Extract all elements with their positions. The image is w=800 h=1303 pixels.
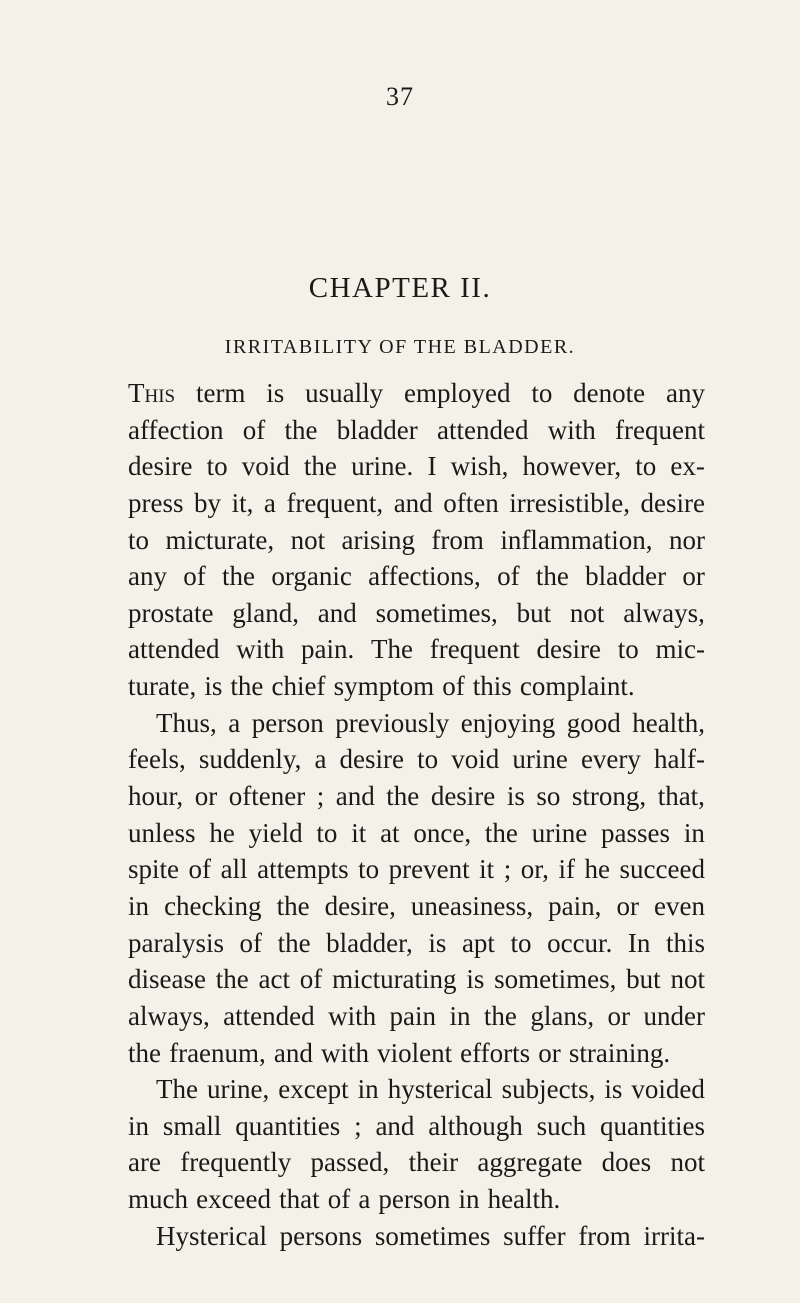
- word: previously: [335, 707, 450, 738]
- word: is: [428, 927, 447, 958]
- text-line: [128, 668, 705, 705]
- word: the: [230, 671, 264, 702]
- word: Hysterical: [156, 1220, 267, 1251]
- word: exceed: [196, 1184, 272, 1215]
- word: urine: [512, 744, 568, 775]
- word: from: [578, 1220, 631, 1251]
- word: uneasiness,: [410, 890, 534, 921]
- word: prostate: [128, 597, 214, 628]
- word: hysterical: [387, 1074, 493, 1105]
- word: although: [428, 1110, 523, 1141]
- word: the: [215, 964, 249, 995]
- word: micturate,: [165, 524, 275, 555]
- text-line: [128, 741, 705, 778]
- word: bladder,: [326, 927, 413, 958]
- word: by: [194, 487, 222, 518]
- word: ;: [503, 854, 512, 885]
- word: to: [128, 524, 150, 555]
- word: to: [206, 451, 228, 482]
- word: checking: [164, 890, 262, 921]
- text-line: [128, 1035, 705, 1072]
- text-line: [128, 595, 705, 632]
- word: the: [483, 1000, 517, 1031]
- word: this: [665, 927, 705, 958]
- word: it,: [231, 487, 254, 518]
- word: in: [128, 890, 150, 921]
- word: complaint.: [519, 671, 635, 702]
- text-line: [128, 1218, 705, 1255]
- word: frequent,: [286, 487, 384, 518]
- word: sometimes: [374, 1220, 491, 1251]
- word: frequent: [615, 414, 705, 445]
- word: term: [195, 378, 246, 408]
- word: it: [351, 817, 367, 848]
- word: feels,: [128, 744, 186, 775]
- word: in: [128, 1110, 150, 1141]
- word: health.: [487, 1184, 561, 1215]
- word: prevent: [388, 854, 470, 885]
- word: in: [683, 817, 705, 848]
- word: to: [316, 817, 338, 848]
- word: subjects,: [501, 1074, 596, 1105]
- word: frequent: [429, 634, 520, 665]
- word: not: [569, 597, 605, 628]
- word: in: [458, 1184, 480, 1215]
- word: micturating: [332, 964, 457, 995]
- word: the: [284, 414, 318, 445]
- text-line: [128, 705, 705, 742]
- word: the: [484, 817, 518, 848]
- word: this: [472, 671, 512, 702]
- word: turate,: [128, 671, 197, 702]
- word: is: [466, 964, 485, 995]
- word: the: [276, 890, 310, 921]
- word: or: [194, 781, 218, 812]
- word: and: [393, 487, 433, 518]
- word: that,: [657, 781, 705, 812]
- text-line: [128, 1108, 705, 1145]
- word: denote: [573, 378, 646, 408]
- word: passed,: [310, 1147, 390, 1178]
- word: desire: [339, 744, 404, 775]
- word: attended: [223, 1000, 315, 1031]
- word: to: [417, 744, 439, 775]
- word: is: [266, 378, 285, 408]
- word: occur.: [547, 927, 613, 958]
- word: person: [251, 707, 324, 738]
- word: disease: [128, 964, 206, 995]
- word: pain.: [301, 634, 355, 665]
- word: quantities: [600, 1110, 705, 1141]
- word: bladder: [336, 414, 418, 445]
- word: bladder: [585, 561, 667, 592]
- word: much: [128, 1184, 188, 1215]
- word: suffer: [503, 1220, 566, 1251]
- word: of: [299, 964, 323, 995]
- word: the: [128, 1037, 161, 1068]
- word: suddenly,: [198, 744, 302, 775]
- text-line: [128, 448, 705, 485]
- word: ;: [316, 781, 325, 812]
- word: act: [258, 964, 291, 995]
- chapter-subtitle: IRRITABILITY OF THE BLADDER.: [224, 336, 576, 358]
- text-line: [128, 851, 705, 888]
- text-line: [128, 485, 705, 522]
- word: The: [371, 634, 414, 665]
- word: it: [479, 854, 495, 885]
- word: straining.: [568, 1037, 671, 1068]
- body-text: [128, 375, 705, 1254]
- word: unless: [128, 817, 196, 848]
- text-line: [128, 375, 705, 412]
- text-line: [128, 631, 705, 668]
- word: to: [531, 378, 553, 408]
- word: or: [538, 1037, 561, 1068]
- word: nor: [668, 524, 705, 555]
- word: of: [188, 854, 212, 885]
- word: any: [128, 561, 167, 592]
- word: not: [670, 964, 705, 995]
- word: urine: [531, 817, 588, 848]
- text-line: [128, 778, 705, 815]
- word: hour,: [128, 781, 184, 812]
- word: attended: [128, 634, 220, 665]
- text-line: [128, 522, 705, 559]
- word: however,: [522, 451, 622, 482]
- word: In: [627, 927, 651, 958]
- word: and: [273, 1037, 313, 1068]
- word: efforts: [460, 1037, 531, 1068]
- word: any: [666, 378, 705, 408]
- word: but: [516, 597, 552, 628]
- text-line: [128, 558, 705, 595]
- word: are: [128, 1147, 161, 1178]
- word: not: [290, 524, 326, 555]
- word: under: [643, 1000, 705, 1031]
- word: wish,: [450, 451, 509, 482]
- text-line: [128, 1071, 705, 1108]
- word: the: [303, 451, 337, 482]
- word: to: [358, 854, 380, 885]
- word: affection: [128, 414, 224, 445]
- word: except: [278, 1074, 349, 1105]
- word: their: [408, 1147, 459, 1178]
- word: so: [536, 781, 561, 812]
- word: of: [497, 561, 520, 592]
- page-number: 37: [386, 82, 414, 111]
- word: such: [536, 1110, 587, 1141]
- word: he: [584, 854, 610, 885]
- word: often: [443, 487, 499, 518]
- word: of: [242, 414, 266, 445]
- word: organic: [271, 561, 352, 592]
- word: irrita-: [643, 1220, 705, 1251]
- word: quantities: [235, 1110, 341, 1141]
- word: with: [547, 414, 596, 445]
- word: from: [431, 524, 484, 555]
- word: a: [358, 1184, 371, 1215]
- word: desire: [640, 487, 705, 518]
- word: mic-: [655, 634, 705, 665]
- word: paralysis: [128, 927, 224, 958]
- word: is: [604, 1074, 623, 1105]
- word: person: [378, 1184, 451, 1215]
- word: This: [128, 378, 176, 408]
- word: inflammation,: [500, 524, 653, 555]
- word: but: [626, 964, 661, 995]
- word: the: [535, 561, 569, 592]
- word: employed: [403, 378, 511, 408]
- word: oftener: [228, 781, 306, 812]
- word: of: [327, 1184, 351, 1215]
- word: sometimes,: [375, 597, 498, 628]
- word: spite: [128, 854, 179, 885]
- word: arising: [341, 524, 415, 555]
- word: strong,: [571, 781, 647, 812]
- word: pain,: [548, 890, 602, 921]
- word: violent: [377, 1037, 453, 1068]
- word: of: [442, 671, 465, 702]
- word: the: [386, 781, 420, 812]
- word: with: [328, 1000, 377, 1031]
- word: good: [566, 707, 621, 738]
- word: symptom: [333, 671, 435, 702]
- word: to: [510, 927, 532, 958]
- word: a: [263, 487, 276, 518]
- word: does: [601, 1147, 652, 1178]
- word: health,: [632, 707, 705, 738]
- word: is: [204, 671, 223, 702]
- word: sometimes,: [494, 964, 617, 995]
- word: pain: [389, 1000, 437, 1031]
- word: not: [670, 1147, 705, 1178]
- text-line: [128, 1181, 705, 1218]
- text-line: [128, 1144, 705, 1181]
- word: or: [682, 561, 705, 592]
- word: all: [220, 854, 248, 885]
- word: gland,: [232, 597, 300, 628]
- word: and: [317, 597, 357, 628]
- text-line: [128, 925, 705, 962]
- word: half-: [654, 744, 705, 775]
- word: yield: [248, 817, 303, 848]
- word: desire: [430, 781, 496, 812]
- word: enjoying: [460, 707, 556, 738]
- word: glans,: [530, 1000, 595, 1031]
- word: attempts: [257, 854, 349, 885]
- word: void: [451, 744, 500, 775]
- text-line: [128, 998, 705, 1035]
- word: to: [617, 634, 639, 665]
- word: passes: [601, 817, 671, 848]
- word: that: [279, 1184, 320, 1215]
- word: and: [335, 781, 375, 812]
- word: at: [380, 817, 400, 848]
- word: ex-: [670, 451, 705, 482]
- word: or: [607, 1000, 631, 1031]
- word: in: [357, 1074, 379, 1105]
- word: desire: [536, 634, 601, 665]
- text-line: [128, 961, 705, 998]
- word: a: [228, 707, 241, 738]
- text-line: [128, 815, 705, 852]
- word: he: [209, 817, 235, 848]
- word: urine,: [206, 1074, 270, 1105]
- word: aggregate: [477, 1147, 583, 1178]
- word: The: [156, 1074, 198, 1105]
- word: once,: [413, 817, 472, 848]
- word: and: [375, 1110, 415, 1141]
- word: attended: [436, 414, 529, 445]
- word: of: [239, 927, 263, 958]
- word: press: [128, 487, 184, 518]
- word: a: [314, 744, 327, 775]
- word: void: [241, 451, 290, 482]
- word: to: [635, 451, 657, 482]
- word: succeed: [619, 854, 705, 885]
- word: small: [162, 1110, 222, 1141]
- word: urine.: [351, 451, 414, 482]
- word: irresistible,: [509, 487, 630, 518]
- word: the: [222, 561, 256, 592]
- word: persons: [279, 1220, 363, 1251]
- text-line: [128, 412, 705, 449]
- word: I: [427, 451, 437, 482]
- word: the: [277, 927, 311, 958]
- word: chief: [271, 671, 326, 702]
- word: if: [558, 854, 575, 885]
- chapter-title: CHAPTER II.: [308, 272, 492, 304]
- word: voided: [631, 1074, 705, 1105]
- word: affections,: [368, 561, 481, 592]
- word: ;: [354, 1110, 362, 1141]
- word: with: [320, 1037, 369, 1068]
- word: desire: [128, 451, 193, 482]
- word: usually: [305, 378, 384, 408]
- word: or: [616, 890, 639, 921]
- word: fraenum,: [169, 1037, 266, 1068]
- word: or,: [520, 854, 549, 885]
- word: apt: [461, 927, 495, 958]
- word: even: [654, 890, 705, 921]
- word: is: [506, 781, 525, 812]
- word: desire,: [324, 890, 396, 921]
- word: always,: [623, 597, 705, 628]
- word: frequently: [180, 1147, 292, 1178]
- word: of: [183, 561, 206, 592]
- word: every: [580, 744, 641, 775]
- word: with: [236, 634, 285, 665]
- word: Thus,: [156, 707, 217, 738]
- text-line: [128, 888, 705, 925]
- word: in: [449, 1000, 471, 1031]
- word: always,: [128, 1000, 210, 1031]
